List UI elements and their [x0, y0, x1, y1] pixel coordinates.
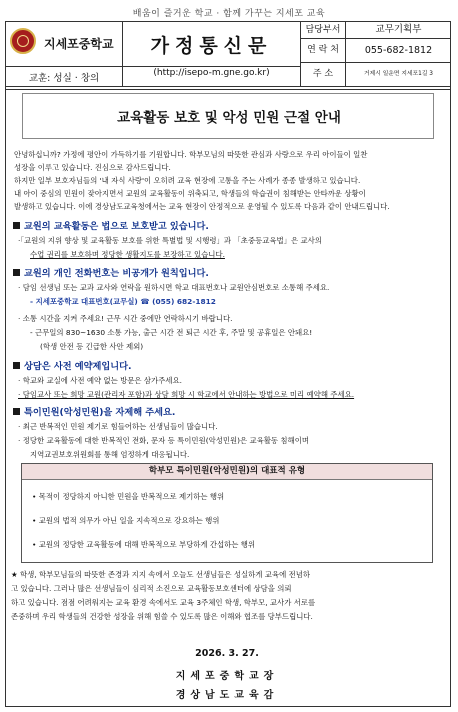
complaint-type-item: • 교원의 법적 의무가 아닌 일을 지속적으로 강요하는 행위 [32, 516, 220, 525]
closing-line: 하고 있습니다. 점점 어려워지는 교육 환경 속에서도 교육 3주체인 학생, 학부모, 교사가 서로를 [11, 598, 316, 607]
section-title: 교원의 교육활동은 법으로 보호받고 있습니다. [13, 218, 209, 232]
square-bullet-icon [13, 408, 20, 415]
info-row-dept [301, 22, 451, 39]
info-key: 담당부서 [301, 22, 346, 38]
section-line: · 담임교사 또는 희망 교원(관리자 포함)과 상담 희망 시 학교에서 안내하는 방법으로 미리 예약해 주세요. [18, 390, 355, 399]
info-value: 055-682-1812 [364, 45, 433, 56]
square-bullet-icon [13, 362, 20, 369]
square-bullet-icon [13, 269, 20, 276]
section-line: · 소통 시간을 지켜 주세요! 근무 시간 중에만 연락하시기 바랍니다. [18, 314, 233, 323]
complaint-types-box [21, 463, 433, 563]
intro-line: 내 아이 중심의 민원이 잦아지면서 교원의 교육활동이 위축되고, 학생들의 학습권이 침해받는 안타까운 상황이 [14, 189, 366, 198]
motto-cell [6, 67, 123, 86]
intro-line: 안녕하십니까? 가정에 평안이 가득하기를 기원합니다. 학부모님의 따뜻한 관심과 사랑으로 우리 아이들이 일찬 [14, 150, 368, 159]
section-line: · 정당한 교육활동에 대한 반복적인 전화, 문자 등 특이민원(악성민원)은 교육활동 침해이며 [18, 436, 309, 445]
notice-title: 교육활동 보호 및 악성 민원 근절 안내 [117, 110, 341, 126]
info-value: 거제시 일운면 지세포1길 3 [364, 71, 433, 77]
notice-title-box [22, 93, 434, 139]
section-title: 특이민원(악성민원)을 자제해 주세요. [13, 404, 175, 418]
info-row-address [301, 63, 451, 86]
logo-cell [6, 22, 123, 67]
school-motto: 교훈: 성실 · 창의 [28, 73, 100, 84]
section-title: 상담은 사전 예약제입니다. [13, 358, 132, 372]
section-line: - 근무일의 830~1630 소통 가능, 출근 시간 전 퇴근 시간 후, 주말 및 공휴일은 안돼요! [30, 328, 313, 337]
section-line: 지역교권보호위원회를 통해 엄정하게 대응됩니다. [30, 450, 190, 459]
section-line: (학생 안전 등 긴급한 사안 제외) [40, 342, 144, 351]
section-line: ·「교원의 지위 향상 및 교육활동 보호를 위한 특별법 및 시행령」과 「초중등교육법」은 교사의 [18, 236, 322, 245]
info-value: 교무기획부 [375, 24, 422, 35]
complaint-type-item: • 교원의 정당한 교육활동에 대해 반복적으로 부당하게 간섭하는 행위 [32, 540, 256, 549]
school-phone-line: - 지세포중학교 대표번호(교무실) ☎ (055) 682-1812 [30, 297, 216, 306]
section-line: · 학교와 교실에 사전 예약 없는 방문은 삼가주세요. [18, 376, 182, 385]
school-url-link[interactable]: (http://isepo-m.gne.go.kr) [153, 68, 270, 78]
title-cell [123, 22, 300, 67]
complaint-type-item: • 목적이 정당하지 아니한 민원을 반복적으로 제기하는 행위 [32, 492, 225, 501]
signer-superintendent: 경상남도교육감 [175, 690, 279, 701]
closing-line: 고 있습니다. 그러나 많은 선생님들이 심리적 소진으로 교육활동보호센터에 상담을 의뢰 [11, 584, 292, 593]
closing-line: ★ 학생, 학부모님들의 따뜻한 존경과 지지 속에서 오늘도 선생님들은 성실하게 교육에 전념하 [11, 570, 310, 579]
complaint-types-title: 학부모 특이민원(악성민원)의 대표적 유형 [22, 464, 432, 480]
info-table [300, 22, 451, 86]
section-line: · 담임 선생님 또는 교과 교사와 연락을 원하시면 학교 대표번호나 교원안심번호로 소통해 주세요. [18, 283, 330, 292]
intro-line: 발생하고 있습니다. 이에 경상남도교육청에서는 교육 현장이 안정적으로 운영될 수 있도록 다음과 같이 안내드립니다. [14, 202, 390, 211]
intro-line: 하지만 일부 보호자님들의 '내 자식 사랑'이 오히려 교육 현장에 고통을 주는 사례가 종종 발생하고 있습니다. [14, 176, 361, 185]
signer-principal: 지세포중학교장 [175, 671, 279, 682]
header [6, 22, 450, 86]
school-name: 지세포중학교 [44, 37, 114, 51]
section-title: 교원의 개인 전화번호는 비공개가 원칙입니다. [13, 265, 209, 279]
info-key: 연 락 처 [301, 39, 346, 62]
intro-line: 성장을 이루고 있습니다. 진심으로 감사드립니다. [14, 163, 171, 172]
slogan: 배움이 즐거운 학교 · 함께 가꾸는 지세포 교육 [132, 9, 326, 19]
school-seal-icon [10, 28, 36, 54]
info-row-phone [301, 39, 451, 63]
section-line: 수업 권리를 보호하며 정당한 생활지도를 보장하고 있습니다. [30, 250, 225, 259]
info-key: 주 소 [301, 63, 346, 86]
issue-date: 2026. 3. 27. [195, 648, 259, 659]
closing-line: 존중하며 우리 학생들의 건강한 성장을 위해 힘쓸 수 있도록 많은 이해와 협조를 당부드립니다. [11, 612, 313, 621]
page-title: 가정통신문 [150, 35, 273, 57]
header-divider [6, 86, 450, 90]
square-bullet-icon [13, 222, 20, 229]
section-line: · 최근 반복적인 민원 제기로 힘들어하는 선생님들이 많습니다. [18, 422, 218, 431]
